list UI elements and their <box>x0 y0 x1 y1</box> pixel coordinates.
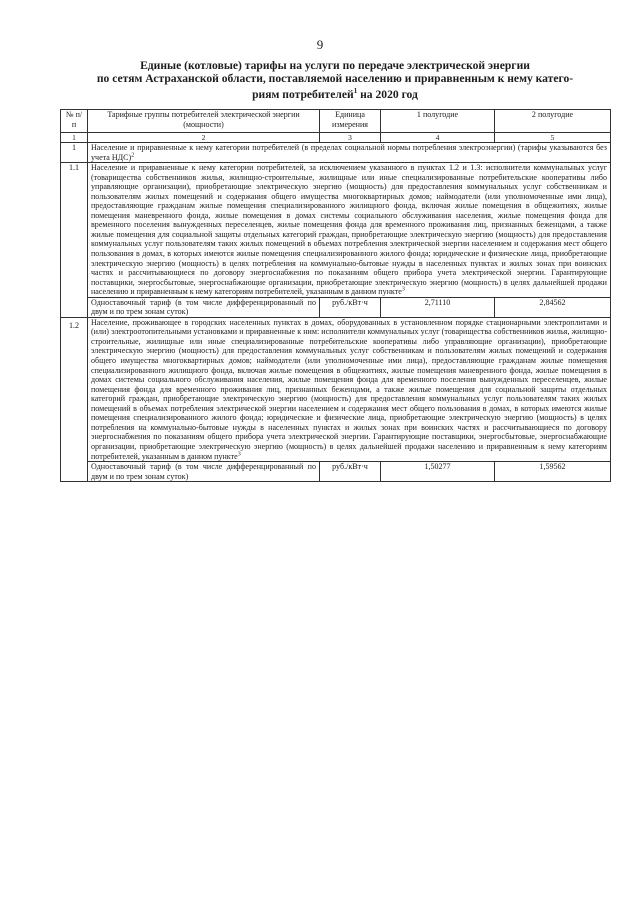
col-number: 3 <box>320 133 381 143</box>
col-number: 2 <box>88 133 320 143</box>
footnote-mark: 3 <box>401 286 405 293</box>
header-half-1: 1 полугодие <box>381 110 495 133</box>
col-number: 1 <box>61 133 88 143</box>
tariff-label: Одноставочный тариф (в том числе дифференцированный по двум и по трем зонам суток) <box>88 462 320 482</box>
footnote-mark: 2 <box>131 151 135 158</box>
title-footnote-mark: 1 <box>353 87 358 95</box>
row-description <box>88 317 611 461</box>
row-description <box>88 163 611 298</box>
row-number: 1.2 <box>61 317 88 481</box>
row-description <box>88 143 611 163</box>
document-title <box>60 60 610 101</box>
title-line-3-end: на 2020 год <box>357 87 418 101</box>
tariff-table <box>60 109 611 482</box>
col-number: 4 <box>381 133 495 143</box>
title-line-3 <box>60 85 610 101</box>
tariff-half-2: 1,59562 <box>495 462 611 482</box>
table-header-row <box>61 110 611 133</box>
tariff-label: Одноставочный тариф (в том числе дифференцированный по двум и по трем зонам суток) <box>88 297 320 317</box>
column-number-row <box>61 133 611 143</box>
header-group: Тарифные группы потребителей электрической энергии (мощности) <box>88 110 320 133</box>
tariff-half-2: 2,84562 <box>495 297 611 317</box>
table-row-1-2 <box>61 317 611 461</box>
col-number: 5 <box>495 133 611 143</box>
table-row-1-1 <box>61 163 611 298</box>
title-line-2: по сетям Астраханской области, поставляемой населению и приравненным к нему катего- <box>96 71 574 85</box>
tariff-row <box>61 462 611 482</box>
title-line-1: Единые (котловые) тарифы на услуги по передаче электрической энергии <box>140 59 530 72</box>
row-number: 1 <box>61 143 88 163</box>
page-number: 9 <box>316 37 324 52</box>
header-half-2: 2 полугодие <box>495 110 611 133</box>
tariff-row <box>61 297 611 317</box>
row-1-2-text: Население, проживающее в городских населенных пунктах в домах, оборудованных в установленном порядке стационарными электроплитами и (или) электроотопительными установками и приравненные к ним: исполнители коммунальных услуг (товарищества собственников жилья, жилищно-строительные, жилищные или иные специализированные потребительские кооперативы либо управляющие организации), приобретающие электрическую энергию (мощность) для предоставления коммунальных услуг собственникам и пользователям жилых помещений и содержания общего имущества многоквартирных домов; наймодатели (или уполномоченные ими лица), предоставляющие гражданам жилые помещения специализированного жилищного фонда, включая жилые помещения в общежитиях, жилые помещения маневренного фонда, жилые помещения в домах системы социального обслуживания населения, жилые помещения фонда для временного поселения вынужденных переселенцев, жилые помещения фонда для временного проживания лиц, признанных беженцами, а также жилые помещения для социальной защиты отдельных категорий граждан, приобретающие электрическую энергию (мощность) для предоставления коммунальных услуг пользователям таких жилых помещений в объемах потребления электрической энергии населением и содержания мест общего пользования в домах, в которых имеются жилые помещения специализированного жилого фонда; юридические и физические лица, приобретающие электрическую энергию (мощность) в целях потребления на коммунально-бытовые нужды в населенных пунктах и жилых зонах при воинских частях и рассчитывающиеся по договору энергоснабжения по показаниям общего прибора учета электрической энергии. Гарантирующие поставщики, энергосбытовые, энергоснабжающие организации, приобретающие электрическую энергию (мощность) в целях дальнейшей продажи населению и приравненным к нему категориям потребителей, указанным в данном пункте <box>91 317 607 461</box>
row-number: 1.1 <box>61 163 88 318</box>
table-row-1 <box>61 143 611 163</box>
tariff-half-1: 1,50277 <box>381 462 495 482</box>
title-line-3-text: риям потребителей <box>252 87 354 101</box>
footnote-mark: 3 <box>237 450 241 457</box>
row-1-text: Население и приравненные к нему категории потребителей (в пределах социальной нормы потребления электроэнергии) (тарифы указываются без учета НДС) <box>91 143 607 162</box>
tariff-unit: руб./кВт·ч <box>320 462 381 482</box>
header-num: № п/п <box>61 110 88 133</box>
header-unit: Единица измерения <box>320 110 381 133</box>
row-1-1-text: Население и приравненные к нему категории потребителей, за исключением указанного в пунктах 1.2 и 1.3: исполнители коммунальных услуг (товарищества собственников жилья, жилищно-строительные, жилищные или иные специализированные потребительские кооперативы либо управляющие организации), приобретающие электрическую энергию (мощность) для предоставления коммунальных услуг собственникам и пользователям жилых помещений и содержания общего имущества многоквартирных домов; наймодатели (или уполномоченные ими лица), предоставляющие гражданам жилые помещения специализированного жилищного фонда, включая жилые помещения в общежитиях, жилые помещения маневренного фонда, жилые помещения в домах системы социального обслуживания населения, жилые помещения фонда для временного поселения вынужденных переселенцев, жилые помещения фонда для временного проживания лиц, признанных беженцами, а также жилые помещения для социальной защиты отдельных категорий граждан, приобретающие электрическую энергию (мощность) для предоставления коммунальных услуг пользователям таких жилых помещений в объемах потребления электрической энергии населением и содержания мест общего пользования в домах, в которых имеются жилые помещения специализированного жилого фонда; юридические и физические лица, приобретающие электрическую энергию (мощность) в целях потребления на коммунально-бытовые нужды в населенных пунктах и жилых зонах при воинских частях и рассчитывающиеся по договору энергоснабжения по показаниям общего прибора учета электрической энергии. Гарантирующие поставщики, энергосбытовые, энергоснабжающие организации, приобретающие электрическую энергию (мощность) в целях дальнейшей продажи населению и приравненным к нему категориям потребителей, указанным в данном пункте <box>91 163 607 297</box>
tariff-half-1: 2,71110 <box>381 297 495 317</box>
tariff-unit: руб./кВт·ч <box>320 297 381 317</box>
